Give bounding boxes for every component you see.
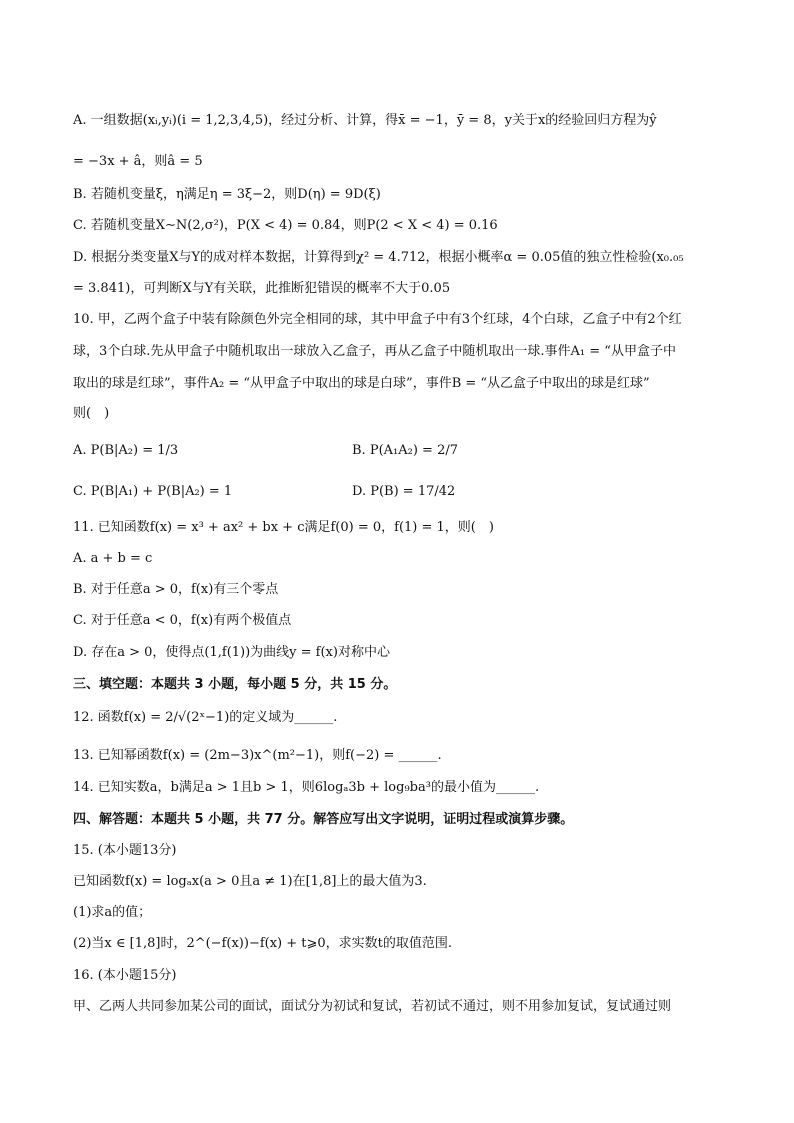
option-11a: A. a + b = c <box>73 551 153 566</box>
question-16-stem: 甲、乙两人共同参加某公司的面试，面试分为初试和复试，若初试不通过，则不用参加复试，复试通过则 <box>73 999 672 1014</box>
option-10d: D. P(B) = 17/42 <box>352 484 456 499</box>
option-9a-line2: = −3x + â，则â = 5 <box>73 154 203 169</box>
option-9d-line1: D. 根据分类变量X与Y的成对样本数据，计算得到χ² = 4.712，根据小概率α = 0.05值的独立性检验(x₀.₀₅ <box>73 250 684 265</box>
option-11d: D. 存在a > 0，使得点(1,f(1))为曲线y = f(x)对称中心 <box>73 645 390 660</box>
section-fill-blank-heading: 三、填空题：本题共 3 小题，每小题 5 分，共 15 分。 <box>73 677 397 692</box>
question-10-line2: 球，3个白球.先从甲盒子中随机取出一球放入乙盒子，再从乙盒子中随机取出一球.事件A₁ = “从甲盒子中 <box>73 344 676 359</box>
option-11b: B. 对于任意a > 0，f(x)有三个零点 <box>73 582 279 597</box>
option-9d-line2: = 3.841)，可判断X与Y有关联，此推断犯错误的概率不大于0.05 <box>73 281 451 296</box>
question-15-stem: 已知函数f(x) = logₐx(a > 0且a ≠ 1)在[1,8]上的最大值为3. <box>73 874 427 889</box>
question-10-line1: 10. 甲，乙两个盒子中装有除颜色外完全相同的球，其中甲盒子中有3个红球，4个白球，乙盒子中有2个红 <box>73 312 682 327</box>
option-10c: C. P(B|A₁) + P(B|A₂) = 1 <box>73 484 233 499</box>
question-12: 12. 函数f(x) = 2/√(2ˣ−1)的定义域为______. <box>73 710 338 725</box>
question-15-part2: (2)当x ∈ [1,8]时，2^(−f(x))−f(x) + t⩾0，求实数t的取值范围. <box>73 936 453 951</box>
question-16-title: 16. (本小题15分) <box>73 968 177 983</box>
question-14: 14. 已知实数a，b满足a > 1且b > 1，则6logₐ3b + log₉bа³的最小值为______. <box>73 780 540 795</box>
question-15-part1: (1)求a的值； <box>73 905 152 920</box>
question-11: 11. 已知函数f(x) = x³ + ax² + bx + c满足f(0) = 0，f(1) = 1，则( ) <box>73 520 494 535</box>
question-10-line3: 取出的球是红球”，事件A₂ = “从甲盒子中取出的球是白球”，事件B = “从乙盒子中取出的球是红球” <box>73 376 650 391</box>
option-9a-line1: A. 一组数据(xᵢ,yᵢ)(i = 1,2,3,4,5)，经过分析、计算，得x̄ = −1，ȳ = 8，y关于x的经验回归方程为ŷ <box>73 113 657 128</box>
section-solution-heading: 四、解答题：本题共 5 小题，共 77 分。解答应写出文字说明，证明过程或演算步骤。 <box>73 812 574 827</box>
option-10a: A. P(B|A₂) = 1/3 <box>73 443 179 458</box>
question-13: 13. 已知幂函数f(x) = (2m−3)x^(m²−1)，则f(−2) = ______. <box>73 748 442 763</box>
question-10-line4: 则( ) <box>73 406 110 421</box>
option-9c: C. 若随机变量X∼N(2,σ²)，P(X < 4) = 0.84，则P(2 < X < 4) = 0.16 <box>73 218 498 233</box>
option-11c: C. 对于任意a < 0，f(x)有两个极值点 <box>73 613 292 628</box>
option-9b: B. 若随机变量ξ，η满足η = 3ξ−2，则D(η) = 9D(ξ) <box>73 187 381 202</box>
question-15-title: 15. (本小题13分) <box>73 843 177 858</box>
option-10b: B. P(A₁A₂) = 2/7 <box>352 443 458 458</box>
